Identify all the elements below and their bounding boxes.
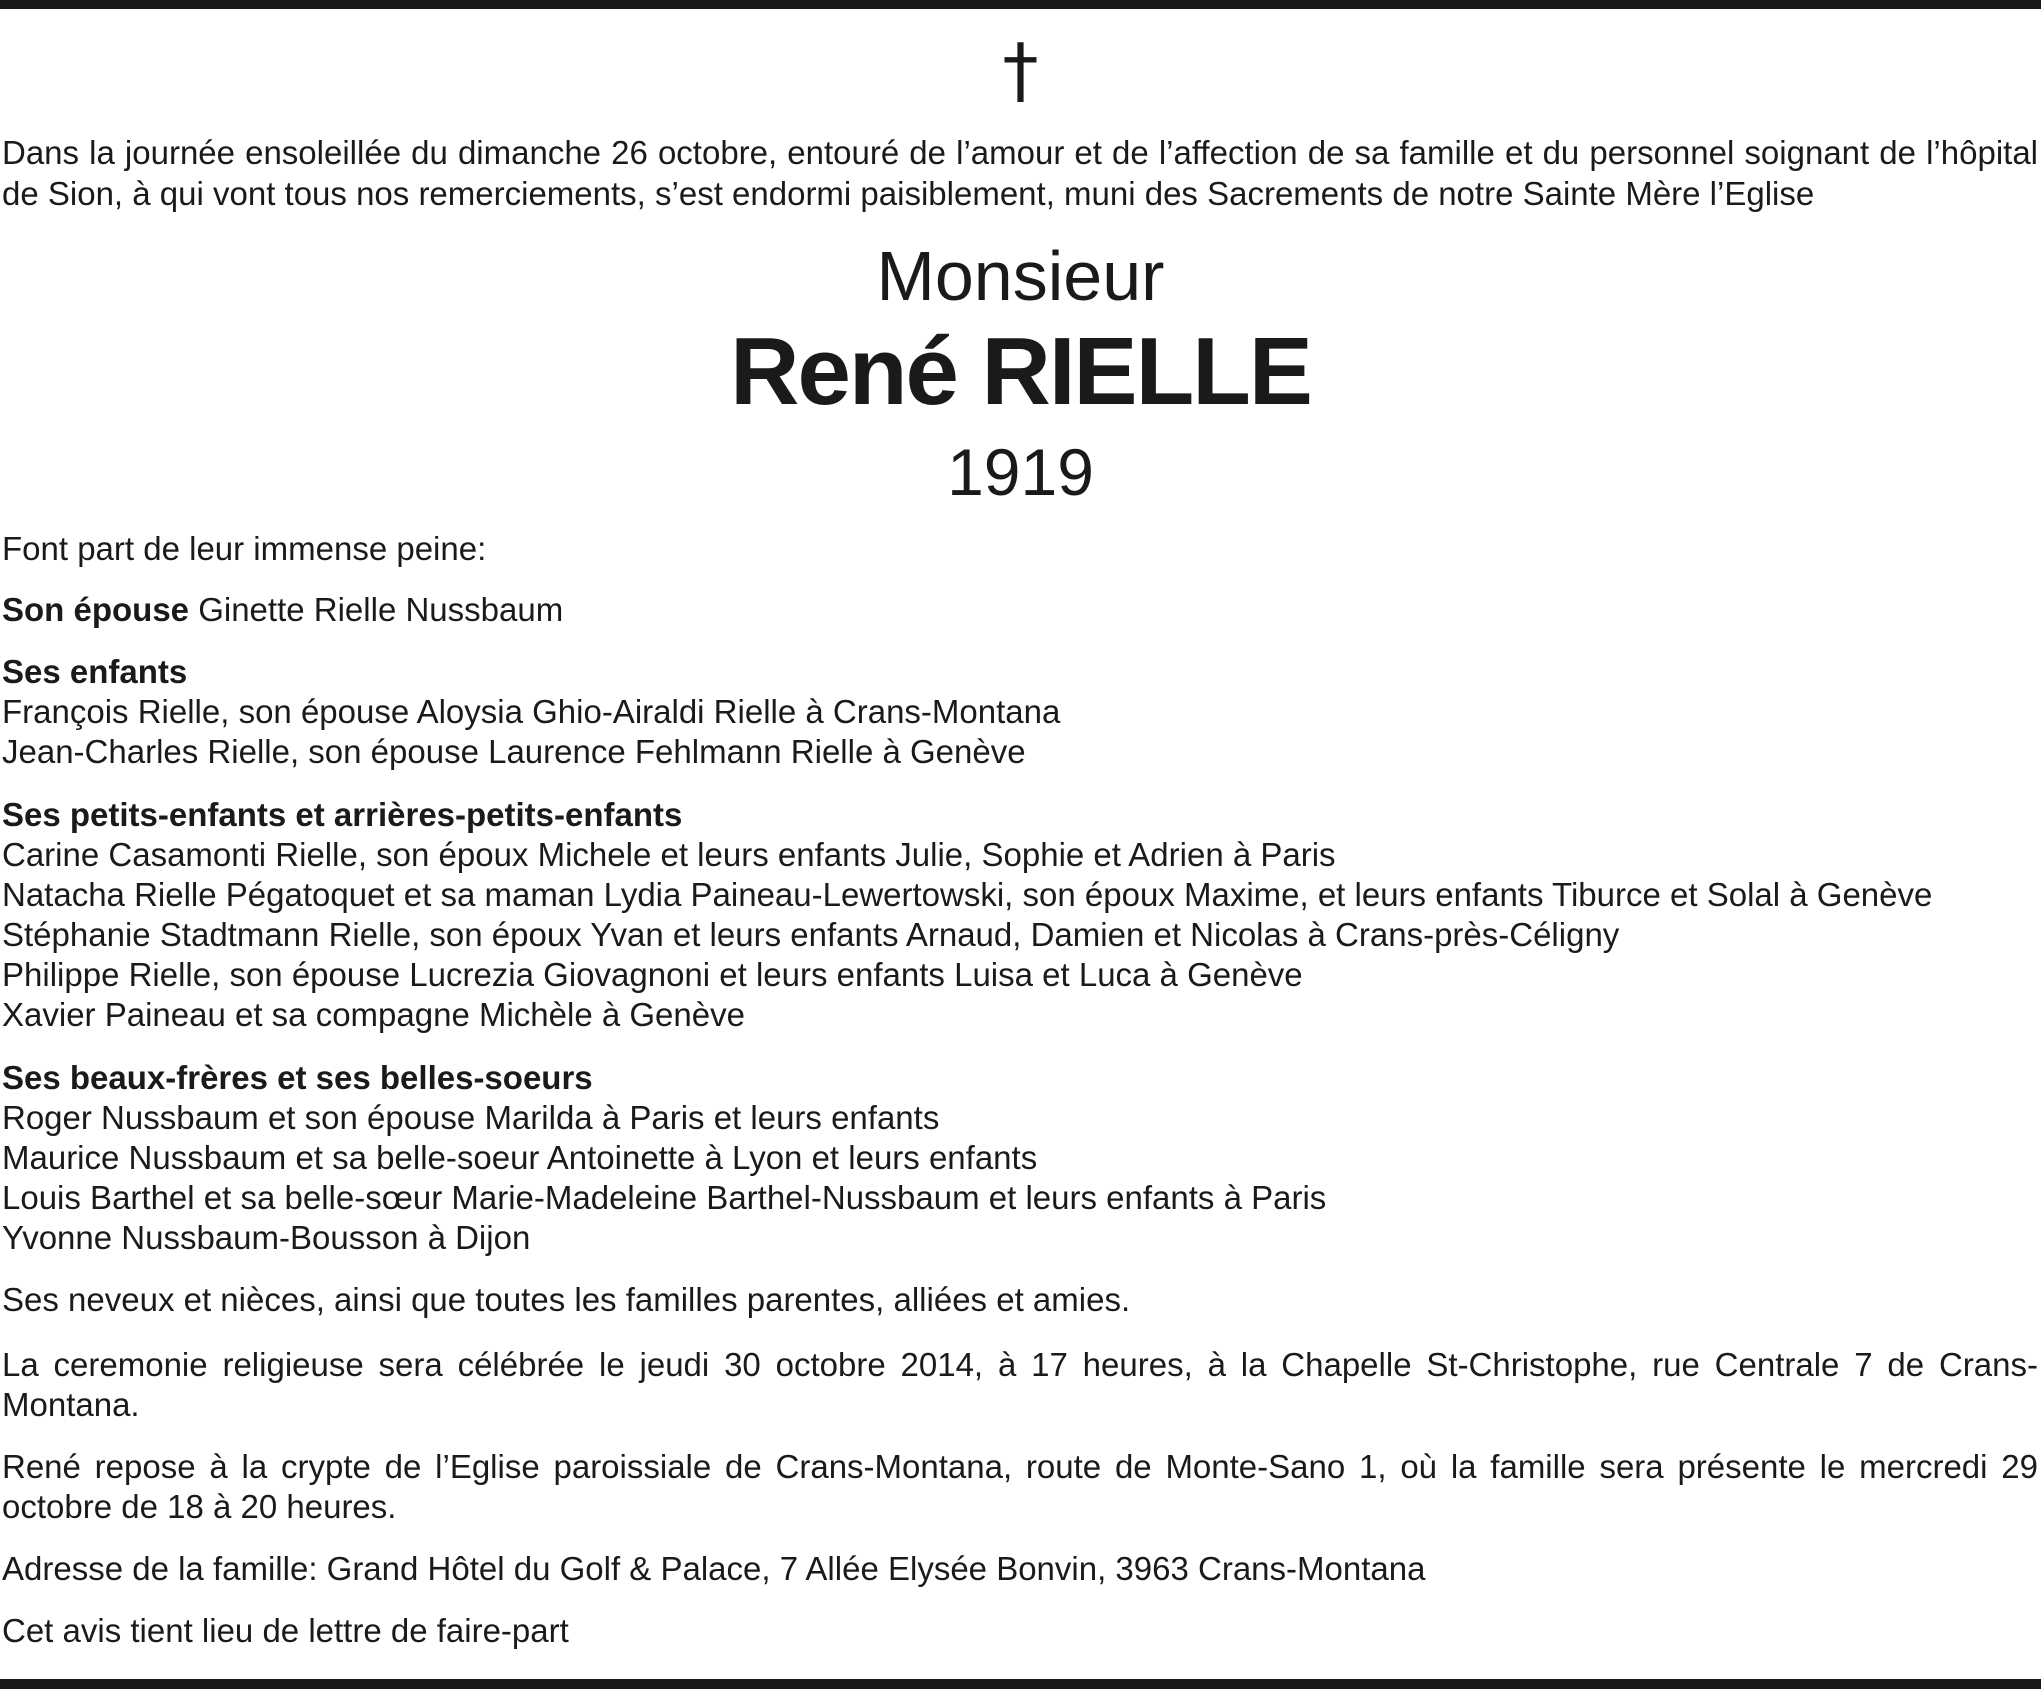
- honorific: Monsieur: [876, 237, 1165, 315]
- bottom-rule: [0, 1679, 2041, 1689]
- children-heading: Ses enfants: [2, 653, 188, 690]
- relatives-paragraph: Ses neveux et nièces, ainsi que toutes les familles parentes, alliées et amies.: [2, 1281, 1131, 1318]
- repose-paragraph: René repose à la crypte de l’Eglise paroissiale de Crans-Montana, route de Monte-Sano 1, où la famille sera présente le mercredi 29 octobre de 18 à 20 heures.: [2, 1448, 2038, 1525]
- family-address: Adresse de la famille: Grand Hôtel du Golf & Palace, 7 Allée Elysée Bonvin, 3963 Crans-Montana: [2, 1550, 1426, 1587]
- list-item: Stéphanie Stadtmann Rielle, son époux Yvan et leurs enfants Arnaud, Damien et Nicolas à Crans-près-Céligny: [2, 916, 1620, 953]
- cross-icon: †: [1002, 28, 1039, 112]
- list-item: Carine Casamonti Rielle, son époux Michele et leurs enfants Julie, Sophie et Adrien à Paris: [2, 836, 1336, 873]
- grandchildren-section: [2, 795, 2038, 1035]
- closing-note: Cet avis tient lieu de lettre de faire-part: [2, 1612, 569, 1649]
- spouse-name: Ginette Rielle Nussbaum: [198, 591, 564, 628]
- list-item: Louis Barthel et sa belle-sœur Marie-Madeleine Barthel-Nussbaum et leurs enfants à Paris: [2, 1179, 1327, 1216]
- in-laws-section: [2, 1058, 2038, 1258]
- announcement: Font part de leur immense peine:: [2, 530, 487, 567]
- intro-paragraph: Dans la journée ensoleillée du dimanche 26 octobre, entouré de l’amour et de l’affection de sa famille et du personnel soignant de l’hôpital de Sion, à qui vont tous nos remerciements, s’est endormi paisiblement, muni des Sacrements de notre Sainte Mère l’Eglise: [2, 134, 2038, 212]
- deceased-name: René RIELLE: [730, 318, 1311, 425]
- in-laws-heading: Ses beaux-frères et ses belles-soeurs: [2, 1059, 593, 1096]
- grandchildren-heading: Ses petits-enfants et arrières-petits-enfants: [2, 796, 683, 833]
- list-item: Yvonne Nussbaum-Bousson à Dijon: [2, 1219, 531, 1256]
- birth-year: 1919: [947, 435, 1094, 509]
- list-item: Xavier Paineau et sa compagne Michèle à Genève: [2, 996, 745, 1033]
- list-item: Roger Nussbaum et son épouse Marilda à Paris et leurs enfants: [2, 1099, 940, 1136]
- list-item: Natacha Rielle Pégatoquet et sa maman Lydia Paineau-Lewertowski, son époux Maxime, et leurs enfants Tiburce et Solal à Genève: [2, 876, 1933, 913]
- spouse-label: Son épouse: [2, 591, 190, 628]
- list-item: Maurice Nussbaum et sa belle-soeur Antoinette à Lyon et leurs enfants: [2, 1139, 1038, 1176]
- ceremony-paragraph: La ceremonie religieuse sera célébrée le jeudi 30 octobre 2014, à 17 heures, à la Chapelle St-Christophe, rue Centrale 7 de Crans-Montana.: [2, 1346, 2038, 1423]
- list-item: François Rielle, son épouse Aloysia Ghio-Airaldi Rielle à Crans-Montana: [2, 693, 1061, 730]
- children-section: [2, 652, 2038, 772]
- list-item: Jean-Charles Rielle, son épouse Laurence Fehlmann Rielle à Genève: [2, 733, 1026, 770]
- spouse-line: [2, 590, 2038, 630]
- list-item: Philippe Rielle, son épouse Lucrezia Giovagnoni et leurs enfants Luisa et Luca à Genève: [2, 956, 1303, 993]
